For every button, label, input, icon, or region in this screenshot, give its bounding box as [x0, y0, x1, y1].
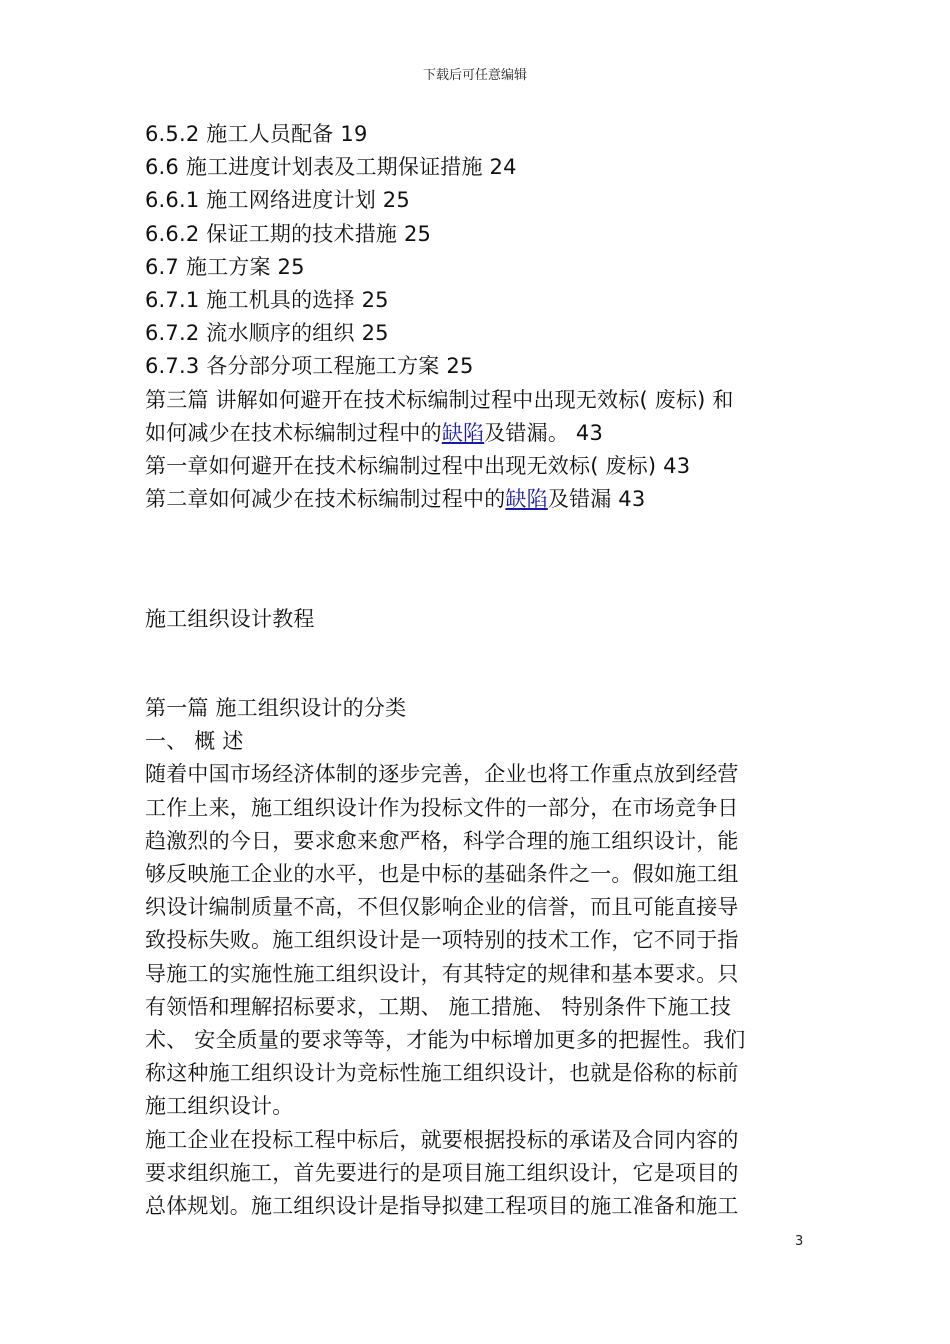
toc-entry — [145, 450, 810, 483]
body-line: 随着中国市场经济体制的逐步完善，企业也将工作重点放到经营 — [145, 762, 739, 787]
toc-entry: 6.7.1 施工机具的选择 25 — [145, 288, 389, 313]
body-line: 术、 安全质量的要求等等，才能为中标增加更多的把握性。我们 — [145, 1028, 746, 1053]
toc-text: 及错漏。 43 — [484, 420, 604, 445]
toc-entry — [145, 417, 810, 450]
body-line: 趋激烈的今日，要求愈来愈严格，科学合理的施工组织设计，能 — [145, 828, 739, 853]
toc-entry: 第三篇 讲解如何避开在技术标编制过程中出现无效标( 废标) 和 — [145, 387, 734, 412]
body-line: 称这种施工组织设计为竞标性施工组织设计，也就是俗称的标前 — [145, 1061, 739, 1086]
body-line: 总体规划。施工组织设计是指导拟建工程项目的施工准备和施工 — [145, 1194, 739, 1219]
page-header: 下载后可任意编辑 — [422, 68, 527, 83]
body-line: 有领悟和理解招标要求，工期、 施工措施、 特别条件下施工技 — [145, 994, 732, 1019]
body-line: 施工组织设计。 — [145, 1094, 294, 1119]
page-number: 3 — [795, 1234, 804, 1249]
defect-link[interactable]: 缺陷 — [505, 487, 548, 512]
table-of-contents — [145, 118, 810, 516]
toc-text: 如何减少在技术标编制过程中的 — [145, 420, 442, 445]
subheading: 一、 概 述 — [145, 729, 244, 754]
section-heading: 第一篇 施工组织设计的分类 — [145, 696, 407, 720]
toc-text: 第一章如何避开在技术标编制过程中出现无效标( 废标) 43 — [145, 454, 691, 479]
body-line: 导施工的实施性施工组织设计，有其特定的规律和基本要求。只 — [145, 961, 739, 986]
defect-link[interactable]: 缺陷 — [441, 420, 485, 445]
body-line: 施工企业在投标工程中标后，就要根据投标的承诺及合同内容的 — [145, 1127, 739, 1152]
body-line: 够反映施工企业的水平，也是中标的基础条件之一。假如施工组 — [145, 862, 739, 887]
toc-entry: 6.7.3 各分部分项工程施工方案 25 — [145, 354, 474, 379]
body-line: 织设计编制质量不高，不但仅影响企业的信誉，而且可能直接导 — [145, 895, 739, 920]
body-line: 工作上来，施工组织设计作为投标文件的一部分，在市场竞争日 — [145, 795, 739, 820]
document-title: 施工组织设计教程 — [145, 607, 315, 631]
toc-entry — [145, 483, 810, 516]
toc-entry: 6.6 施工进度计划表及工期保证措施 24 — [145, 155, 517, 180]
toc-entry: 6.6.1 施工网络进度计划 25 — [145, 188, 410, 213]
toc-entry: 6.7.2 流水顺序的组织 25 — [145, 321, 389, 346]
document-title-block — [145, 603, 810, 636]
section-body — [145, 692, 810, 1223]
toc-entry: 6.6.2 保证工期的技术措施 25 — [145, 221, 432, 246]
toc-entry: 6.5.2 施工人员配备 19 — [145, 122, 368, 146]
toc-entry: 6.7 施工方案 25 — [145, 254, 305, 279]
toc-text: 第二章如何减少在技术标编制过程中的 — [145, 487, 506, 512]
body-line: 要求组织施工，首先要进行的是项目施工组织设计，它是项目的 — [145, 1160, 739, 1185]
toc-text: 及错漏 43 — [547, 487, 646, 512]
body-line: 致投标失败。施工组织设计是一项特别的技术工作，它不同于指 — [145, 928, 739, 953]
